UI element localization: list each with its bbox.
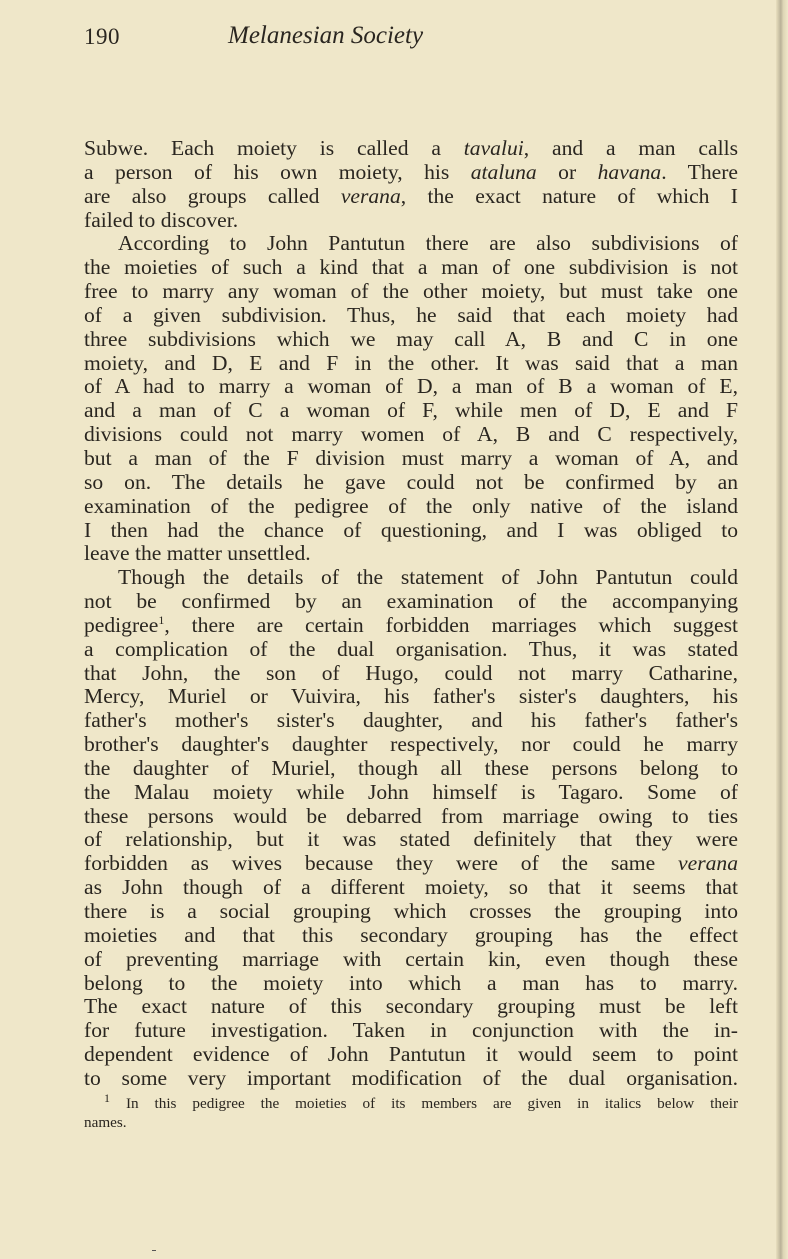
italic-term: verana (678, 851, 738, 876)
text-run: that John, the son of Hugo, could not marry Catharine, (84, 660, 738, 685)
text-line (84, 280, 738, 304)
text-line (84, 757, 738, 781)
text-run: moiety, and D, E and F in the other. It was said that a man (84, 350, 738, 375)
text-line (84, 1067, 738, 1091)
text-line (84, 519, 738, 543)
text-run: the Malau moiety while John himself is Tagaro. Some of (84, 779, 738, 804)
text-line (84, 256, 738, 280)
text-run: of relationship, but it was stated definitely that they were (84, 827, 738, 852)
text-line (84, 948, 738, 972)
text-line (84, 328, 738, 352)
text-run: belong to the moiety into which a man has to marry. (84, 970, 738, 995)
text-line (84, 232, 738, 256)
text-run: pedigree (84, 612, 159, 637)
text-line (84, 209, 738, 233)
text-run: but a man of the F division must marry a woman of A, and (84, 445, 738, 470)
text-run: failed to discover. (84, 207, 239, 232)
text-line (84, 495, 738, 519)
footnote-ref: 1 (158, 612, 165, 627)
text-run: . There (661, 159, 738, 184)
text-run: dependent evidence of John Pantutun it would seem to point (84, 1042, 738, 1067)
text-line (84, 542, 738, 566)
text-line (84, 447, 738, 471)
footnote-marker: 1 (104, 1090, 110, 1105)
footnote (84, 1090, 738, 1132)
text-line (84, 352, 738, 376)
text-run: these persons would be debarred from marriage owing to ties (84, 803, 738, 828)
text-line (84, 828, 738, 852)
text-line (84, 900, 738, 924)
text-line (84, 995, 738, 1019)
text-run: for future investigation. Taken in conjunction with the in- (84, 1018, 738, 1043)
italic-term: tavalui (463, 136, 524, 160)
text-run: a complication of the dual organisation. Thus, it was stated (84, 636, 738, 661)
text-run: Though the details of the statement of John Pantutun could (118, 565, 738, 590)
text-line (84, 1043, 738, 1067)
text-line (84, 614, 738, 638)
text-line (84, 972, 738, 996)
text-line (84, 1019, 738, 1043)
italic-term: verana (340, 183, 401, 208)
text-run: three subdivisions which we may call A, B and C in one (84, 326, 738, 351)
text-line (84, 566, 738, 590)
text-line (84, 781, 738, 805)
text-line (84, 685, 738, 709)
text-run: the daughter of Muriel, though all these persons belong to (84, 755, 738, 780)
text-line (84, 471, 738, 495)
text-line (84, 805, 738, 829)
text-run: free to marry any woman of the other moiety, but must take one (84, 279, 738, 304)
text-run: a person of his own moiety, his (84, 159, 471, 184)
text-run: the moieties of such a kind that a man of one subdivision is not (84, 255, 738, 280)
text-line (84, 876, 738, 900)
page-edge (776, 0, 788, 1259)
text-line (84, 709, 738, 733)
text-line (84, 638, 738, 662)
text-run: According to John Pantutun there are also subdivisions of (118, 231, 738, 256)
running-title: Melanesian Society (228, 22, 424, 49)
text-run: Subwe. Each moiety is called a (84, 136, 464, 160)
text-run: there is a social grouping which crosses the grouping into (84, 899, 738, 923)
text-run: Mercy, Muriel or Vuivira, his father's sister's daughters, his (84, 684, 738, 709)
text-run: I then had the chance of questioning, and I was obliged to (84, 517, 738, 542)
text-line (84, 399, 738, 423)
text-run: The exact nature of this secondary grouping must be left (84, 994, 738, 1019)
text-line (84, 185, 738, 209)
text-run: are also groups called (84, 183, 341, 208)
text-run: father's mother's sister's daughter, and his father's father's (84, 708, 738, 733)
text-line (84, 590, 738, 614)
text-run: or (536, 159, 598, 184)
text-line (84, 733, 738, 757)
text-run: examination of the pedigree of the only native of the island (84, 493, 738, 518)
body-text (84, 137, 738, 1091)
text-run: leave the matter unsettled. (84, 541, 311, 566)
footnote-line: names. (84, 1114, 127, 1131)
text-line (84, 304, 738, 328)
text-run: , and a man calls (523, 136, 738, 160)
text-line (84, 375, 738, 399)
text-run: brother's daughter's daughter respectively, nor could he marry (84, 732, 738, 757)
text-run: of preventing marriage with certain kin, even though these (84, 946, 738, 971)
text-line (84, 161, 738, 185)
text-line (84, 662, 738, 686)
text-line (84, 852, 738, 876)
text-run: and a man of C a woman of F, while men of D, E and F (84, 398, 738, 423)
text-run: divisions could not marry women of A, B and C respectively, (84, 422, 738, 447)
scan-mark (152, 1250, 156, 1251)
text-run: moieties and that this secondary grouping has the effect (84, 922, 738, 947)
text-run: as John though of a different moiety, so that it seems that (84, 875, 738, 900)
text-run: , the exact nature of which I (400, 183, 739, 208)
text-run: , there are certain forbidden marriages which suggest (164, 612, 738, 637)
italic-term: ataluna (470, 159, 537, 184)
text-run: not be confirmed by an examination of the accompanying (84, 589, 738, 614)
italic-term: havana (597, 159, 662, 184)
text-line (84, 137, 738, 161)
text-run: of A had to marry a woman of D, a man of B a woman of E, (84, 374, 738, 399)
text-run: of a given subdivision. Thus, he said that each moiety had (84, 302, 738, 327)
text-run: forbidden as wives because they were of the same (84, 851, 679, 876)
page-number: 190 (84, 24, 120, 49)
text-line (84, 924, 738, 948)
text-run: so on. The details he gave could not be confirmed by an (84, 469, 738, 494)
text-run: to some very important modification of the dual organisation. (84, 1065, 738, 1090)
text-line (84, 423, 738, 447)
footnote-line: $^1$ In this pedigree the moieties of its members are given in italics below their (104, 1090, 738, 1112)
